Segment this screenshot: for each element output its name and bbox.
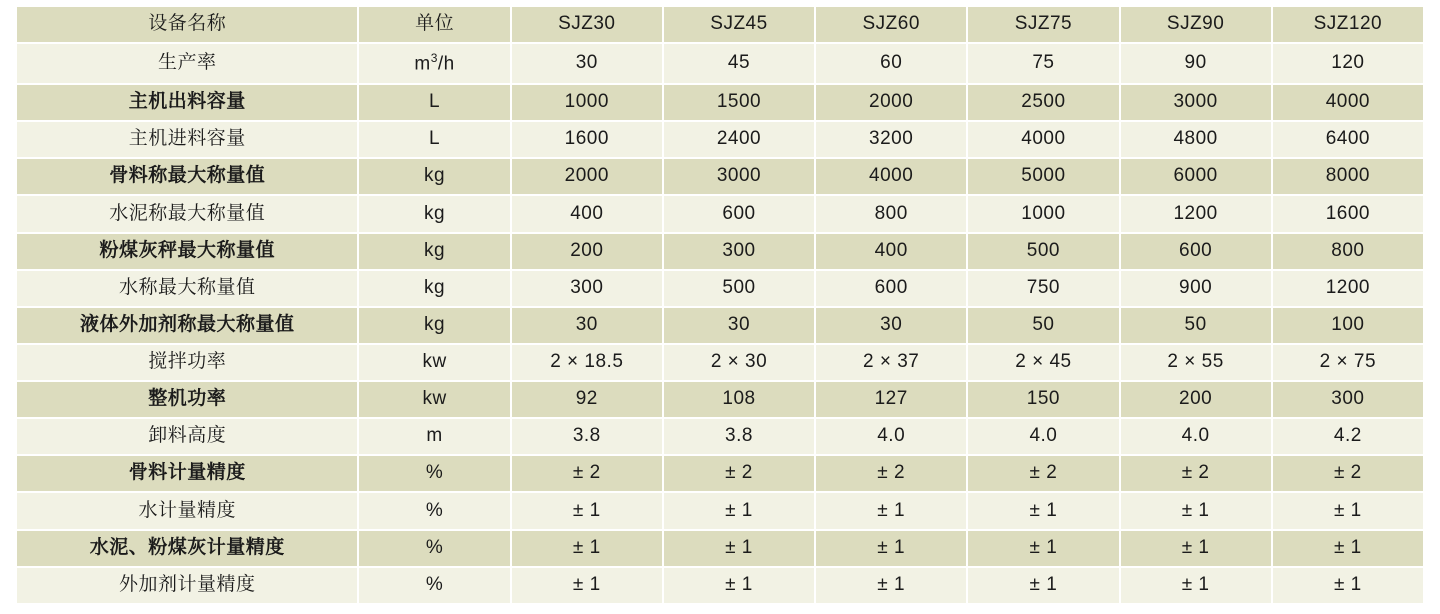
row-unit: kg [358,158,510,195]
cell-value: 30 [815,307,967,344]
table-row [16,158,1424,195]
table-row [16,307,1424,344]
cell-value: ± 1 [1272,492,1424,529]
cell-value: 6000 [1120,158,1272,195]
cell-value: 4800 [1120,121,1272,158]
cell-value: 900 [1120,270,1272,307]
row-unit: kg [358,307,510,344]
cell-value: 1600 [1272,195,1424,232]
cell-value: 800 [815,195,967,232]
row-label: 水泥称最大称量值 [16,195,358,232]
table-row [16,492,1424,529]
cell-value: 1200 [1272,270,1424,307]
cell-value: 4.0 [1120,418,1272,455]
cell-value: 400 [815,233,967,270]
table-row [16,455,1424,492]
cell-value: 30 [511,307,663,344]
cell-value: ± 1 [1272,567,1424,604]
cell-value: 4.0 [967,418,1119,455]
cell-value: 45 [663,43,815,84]
row-unit: % [358,492,510,529]
row-label: 骨料称最大称量值 [16,158,358,195]
cell-value: 50 [967,307,1119,344]
cell-value: ± 1 [1120,492,1272,529]
cell-value: 127 [815,381,967,418]
cell-value: 3.8 [663,418,815,455]
cell-value: 1500 [663,84,815,121]
cell-value: 600 [815,270,967,307]
cell-value: 2 × 37 [815,344,967,381]
row-label: 液体外加剂称最大称量值 [16,307,358,344]
cell-value: 2500 [967,84,1119,121]
cell-value: 6400 [1272,121,1424,158]
cell-value: 92 [511,381,663,418]
column-header-sjz60: SJZ60 [815,6,967,43]
table-row [16,270,1424,307]
cell-value: ± 2 [1120,455,1272,492]
cell-value: 300 [511,270,663,307]
cell-value: 150 [967,381,1119,418]
table-header-row [16,6,1424,43]
cell-value: 500 [663,270,815,307]
cell-value: 2 × 75 [1272,344,1424,381]
cell-value: 4.2 [1272,418,1424,455]
cell-value: 800 [1272,233,1424,270]
table-row [16,121,1424,158]
cell-value: ± 1 [815,530,967,567]
row-unit: kw [358,344,510,381]
row-label: 整机功率 [16,381,358,418]
table-body [16,6,1424,604]
column-header-sjz120: SJZ120 [1272,6,1424,43]
row-unit: kg [358,195,510,232]
row-unit: % [358,530,510,567]
column-header-sjz30: SJZ30 [511,6,663,43]
cell-value: 500 [967,233,1119,270]
row-label: 水称最大称量值 [16,270,358,307]
row-unit: % [358,567,510,604]
cell-value: 3000 [1120,84,1272,121]
table-row [16,195,1424,232]
cell-value: 300 [1272,381,1424,418]
cell-value: ± 2 [1272,455,1424,492]
cell-value: 2400 [663,121,815,158]
cell-value: ± 1 [1120,530,1272,567]
table-row [16,530,1424,567]
cell-value: 2 × 18.5 [511,344,663,381]
cell-value: 75 [967,43,1119,84]
row-unit: m [358,418,510,455]
cell-value: 8000 [1272,158,1424,195]
cell-value: 1000 [511,84,663,121]
cell-value: 3.8 [511,418,663,455]
cell-value: 600 [663,195,815,232]
cell-value: ± 2 [815,455,967,492]
cell-value: ± 1 [1272,530,1424,567]
table-row [16,84,1424,121]
cell-value: 1200 [1120,195,1272,232]
cell-value: 4000 [967,121,1119,158]
column-header-sjz90: SJZ90 [1120,6,1272,43]
cell-value: 108 [663,381,815,418]
cell-value: 4.0 [815,418,967,455]
row-label: 骨料计量精度 [16,455,358,492]
cell-value: 4000 [815,158,967,195]
cell-value: 3200 [815,121,967,158]
table-row [16,233,1424,270]
cell-value: 50 [1120,307,1272,344]
cell-value: 400 [511,195,663,232]
row-unit: kg [358,270,510,307]
cell-value: 2 × 45 [967,344,1119,381]
table-row [16,381,1424,418]
cell-value: 5000 [967,158,1119,195]
row-label: 水泥、粉煤灰计量精度 [16,530,358,567]
row-label: 卸料高度 [16,418,358,455]
cell-value: 200 [511,233,663,270]
row-label: 水计量精度 [16,492,358,529]
cell-value: ± 1 [1120,567,1272,604]
cell-value: 3000 [663,158,815,195]
cell-value: 30 [511,43,663,84]
cell-value: ± 1 [663,567,815,604]
cell-value: 90 [1120,43,1272,84]
row-unit: L [358,121,510,158]
cell-value: ± 1 [815,567,967,604]
cell-value: ± 1 [967,567,1119,604]
cell-value: ± 2 [663,455,815,492]
cell-value: ± 1 [511,530,663,567]
cell-value: 60 [815,43,967,84]
row-label: 粉煤灰秤最大称量值 [16,233,358,270]
column-header-sjz45: SJZ45 [663,6,815,43]
cell-value: ± 2 [511,455,663,492]
row-label: 主机进料容量 [16,121,358,158]
cell-value: ± 1 [511,567,663,604]
cell-value: 1000 [967,195,1119,232]
cell-value: 600 [1120,233,1272,270]
row-unit: $m^3/h$ [358,43,510,84]
column-header-sjz75: SJZ75 [967,6,1119,43]
cell-value: ± 1 [663,492,815,529]
row-unit: % [358,455,510,492]
table-row [16,43,1424,84]
cell-value: 750 [967,270,1119,307]
cell-value: 2 × 55 [1120,344,1272,381]
column-header-name: 设备名称 [16,6,358,43]
cell-value: 2000 [815,84,967,121]
row-unit: kw [358,381,510,418]
row-label: 主机出料容量 [16,84,358,121]
row-unit: L [358,84,510,121]
table-row [16,567,1424,604]
table-row [16,418,1424,455]
column-header-unit: 单位 [358,6,510,43]
cell-value: 2000 [511,158,663,195]
cell-value: 30 [663,307,815,344]
cell-value: 120 [1272,43,1424,84]
cell-value: 200 [1120,381,1272,418]
cell-value: 300 [663,233,815,270]
row-unit: kg [358,233,510,270]
cell-value: ± 1 [815,492,967,529]
cell-value: ± 1 [967,530,1119,567]
table-row [16,344,1424,381]
cell-value: ± 2 [967,455,1119,492]
specification-table [15,5,1425,605]
cell-value: 2 × 30 [663,344,815,381]
row-label: 生产率 [16,43,358,84]
row-label: 搅拌功率 [16,344,358,381]
cell-value: 4000 [1272,84,1424,121]
cell-value: ± 1 [511,492,663,529]
cell-value: ± 1 [663,530,815,567]
cell-value: 1600 [511,121,663,158]
row-label: 外加剂计量精度 [16,567,358,604]
cell-value: 100 [1272,307,1424,344]
cell-value: ± 1 [967,492,1119,529]
